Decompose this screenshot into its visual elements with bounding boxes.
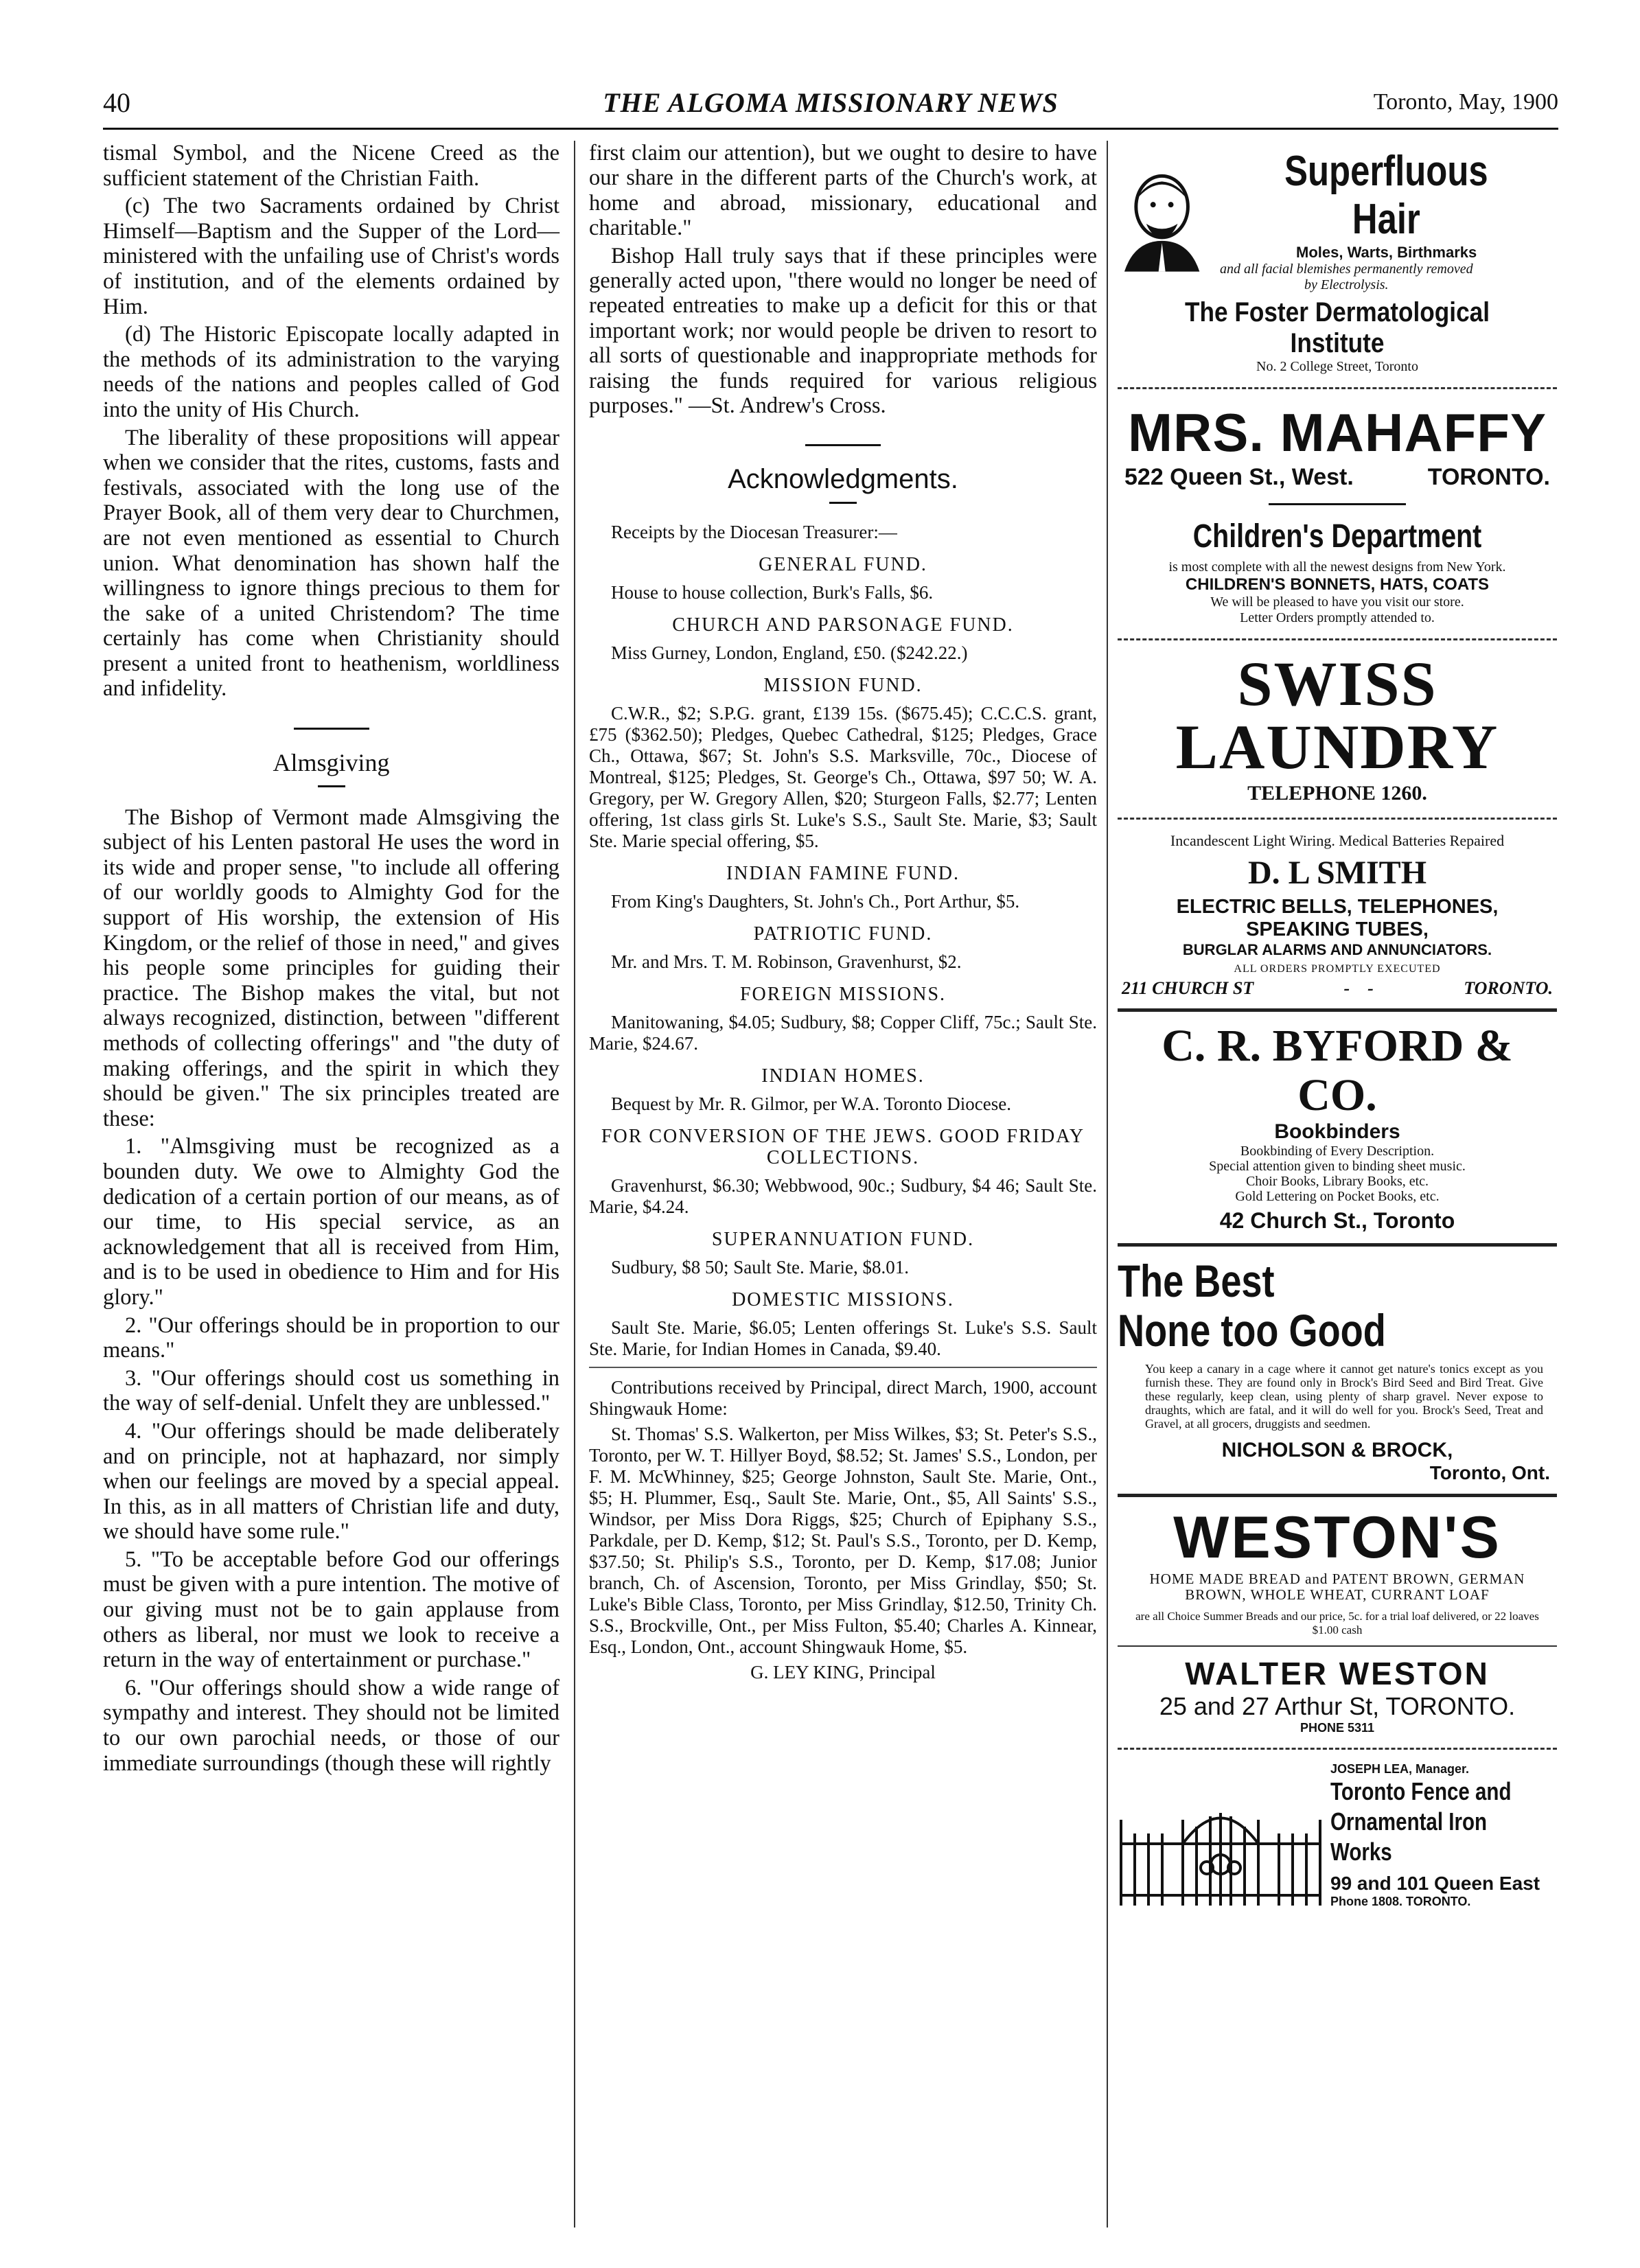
ad-text: Incandescent Light Wiring. Medical Batteries Repaired xyxy=(1170,832,1505,849)
iron-gate-icon xyxy=(1118,1779,1324,1909)
section-divider xyxy=(805,444,881,446)
list-item: 5. "To be acceptable before God our offerings must be given with a pure intention. The motive of our giving must not be to gain applause from others as liberal, nor must we look to receive a return in the way of entertainment or purchase." xyxy=(103,1547,559,1673)
ad-title: MRS. MAHAFFY xyxy=(1128,402,1547,463)
article-column-2 xyxy=(589,141,1097,1683)
ad-title: WESTON'S xyxy=(1173,1505,1501,1571)
ad-text: Letter Orders promptly attended to. xyxy=(1240,610,1435,625)
ad-phone: Phone 1808. TORONTO. xyxy=(1330,1895,1471,1908)
section-divider xyxy=(318,785,345,787)
receipt-entry: Sudbury, $8 50; Sault Ste. Marie, $8.01. xyxy=(611,1256,909,1277)
ad-address: No. 2 College Street, Toronto xyxy=(1256,359,1418,374)
ad-subtitle: Children's Department xyxy=(1192,518,1482,555)
receipt-entry: St. Thomas' S.S. Walkerton, per Miss Wilkes, $3; St. Peter's S.S., Toronto, per W. T. Hillyer Boyd, $8.52; St. James' S.S., London, per F. M. McWhinney, $25; George Johnston, Sault Ste. Marie, Ont., $5; H. Plummer, Esq., Sault Ste. Marie, Ont., $5, All Saints' S.S., Windsor, per Miss Dora Riggs, $25; Church of Epiphany S.S., Parkdale, per D. Kemp, $12; St. Paul's S.S., Toronto, per D. Kemp, $37.50; St. Philip's S.S., Toronto, per D. Kemp, $17.08; Junior branch, Ch. of Ascension, Toronto, per Miss Grindlay, $50; St. Luke's Bible Class, Toronto, per Miss Grindlay, $12.50, Trinity Ch. S.S., Brockville, Ont., per Miss Fulton, $5.40; Charles A. Kinnear, Esq., London, Ont., account Shingwauk Home, $5. xyxy=(589,1423,1097,1657)
fund-heading: FOREIGN MISSIONS. xyxy=(739,983,947,1005)
column-divider xyxy=(574,141,575,2228)
ad-company: NICHOLSON & BROCK, xyxy=(1221,1439,1453,1461)
ad-text: You keep a canary in a cage where it cannot get nature's tonics except as you furnish these. They are found only in Brock's Bird Seed and Bird Treat. Give these regularly, keep clean, using plenty of sharp gravel. Never expose to draughts, which are fatal, and it will do well for you. Brock's Seed, Treat and Gravel, at all grocers, druggists and seedmen. xyxy=(1145,1362,1543,1431)
ad-text: ELECTRIC BELLS, TELEPHONES, xyxy=(1176,896,1499,918)
section-divider xyxy=(294,728,369,730)
list-item: 1. "Almsgiving must be recognized as a bounden duty. We owe to Almighty God the dedication of a certain portion of our means, as of our time, to His special service, as an acknowledgement that all is received from Him, and is to be used in obedience to Him and for His glory." xyxy=(103,1134,559,1310)
ad-text: Gold Lettering on Pocket Books, etc. xyxy=(1235,1189,1440,1204)
ad-text: Choir Books, Library Books, etc. xyxy=(1245,1174,1429,1189)
paragraph: The liberality of these propositions will appear when we consider that the rites, customs, fasts and festivals, associated with the long use of the Prayer Book, all of them very dear to Churchmen, are not even mentioned as essential to Church union. What denomination has shown half the willingness to ignore things precious to them for the sake of a united Christendom? The time certainly has come when Christianity should present a united front to heathenism, worldliness and infidelity. xyxy=(103,425,559,702)
receipt-entry: Manitowaning, $4.05; Sudbury, $8; Copper Cliff, 75c.; Sault Ste. Marie, $24.67. xyxy=(589,1011,1097,1054)
ad-text: Moles, Warts, Birthmarks xyxy=(1296,244,1477,261)
ad-address: 99 and 101 Queen East xyxy=(1330,1873,1540,1894)
ad-divider xyxy=(1118,1645,1557,1647)
ad-title: C. R. BYFORD & CO. xyxy=(1162,1021,1513,1120)
ad-title: SWISS xyxy=(1237,649,1437,719)
publication-title: THE ALGOMA MISSIONARY NEWS xyxy=(603,87,1059,118)
receipt-entry: Sault Ste. Marie, $6.05; Lenten offerings St. Luke's S.S. Sault Ste. Marie, for Indian Homes in Canada, $9.40. xyxy=(589,1317,1097,1359)
ad-mrs-mahaffy xyxy=(1118,402,1557,626)
fund-heading: INDIAN FAMINE FUND. xyxy=(726,862,960,884)
ad-divider xyxy=(1118,1494,1557,1497)
list-item: 3. "Our offerings should cost us something in the way of self-denial. Unfelt they are unblessed." xyxy=(103,1365,559,1416)
ad-title: LAUNDRY xyxy=(1175,712,1499,782)
paragraph: Receipts by the Diocesan Treasurer:— xyxy=(611,521,897,542)
ad-text: ALL ORDERS PROMPTLY EXECUTED xyxy=(1234,963,1441,975)
ad-text: and all facial blemishes permanently removed by Electrolysis. xyxy=(1219,262,1473,292)
fund-heading: MISSION FUND. xyxy=(763,674,923,696)
page-header xyxy=(103,86,1558,130)
receipt-entry: House to house collection, Burk's Falls, $6. xyxy=(611,581,934,603)
ad-divider xyxy=(1118,1008,1557,1012)
receipt-entry: Miss Gurney, London, England, £50. ($242.22.) xyxy=(611,642,968,663)
receipt-entry: From King's Daughters, St. John's Ch., Port Arthur, $5. xyxy=(611,890,1020,912)
paragraph: Contributions received by Principal, direct March, 1900, account Shingwauk Home: xyxy=(589,1376,1097,1419)
fund-heading: GENERAL FUND. xyxy=(759,553,927,575)
ad-brock-bird-seed xyxy=(1118,1256,1557,1484)
receipt-entry: Bequest by Mr. R. Gilmor, per W.A. Toronto Diocese. xyxy=(611,1093,1011,1114)
paragraph: (c) The two Sacraments ordained by Christ Himself—Baptism and the Supper of the Lord—ministered with the unfailing use of Christ's words of institution, and of the elements ordained by Him. xyxy=(103,194,559,319)
ad-text: Bookbinding of Every Description. xyxy=(1240,1144,1435,1159)
ad-title: Ornamental Iron Works xyxy=(1330,1807,1488,1866)
paragraph: first claim our attention), but we ought to desire to have our share in the different parts of the Church's work, at home and abroad, missionary, educational and charitable." xyxy=(589,141,1097,241)
ad-phone: PHONE 5311 xyxy=(1300,1721,1375,1735)
ad-swiss-laundry xyxy=(1118,649,1557,805)
article-heading: Acknowledgments. xyxy=(728,464,958,495)
ad-owner: WALTER WESTON xyxy=(1185,1656,1490,1691)
receipt-entry: Gravenhurst, $6.30; Webbwood, 90c.; Sudbury, $4 46; Sault Ste. Marie, $4.24. xyxy=(589,1174,1097,1217)
ad-city: Toronto, Ont. xyxy=(1429,1462,1550,1483)
ad-company: The Foster Dermatological Institute xyxy=(1184,297,1490,358)
receipt-entry: Mr. and Mrs. T. M. Robinson, Gravenhurst, $2. xyxy=(611,951,962,972)
receipt-entry: C.W.R., $2; S.P.G. grant, £139 15s. ($675.45); C.C.C.S. grant, £75 ($362.50); Pledges, Quebec Cathedral, $125; Pledges, Grace Ch., Ottawa, $67; St. John's S.S. Marksville, 70c., Diocese of Montreal, $125; Pledges, St. George's Ch., Ottawa, $97 50; W. A. Gregory, per W. Gregory Allen, $20; Sturgeon Falls, $2.77; Lenten offering, 1st class girls St. Luke's S.S., Sault Ste. Marie, $3; Sault Ste. Marie special offering, $5. xyxy=(589,702,1097,851)
fund-heading: FOR CONVERSION OF THE JEWS. GOOD FRIDAY COLLECTIONS. xyxy=(601,1125,1085,1168)
paragraph: tismal Symbol, and the Nicene Creed as the sufficient statement of the Christian Faith. xyxy=(103,141,559,191)
ad-divider xyxy=(1118,1243,1557,1247)
section-divider xyxy=(829,502,857,504)
fund-heading: CHURCH AND PARSONAGE FUND. xyxy=(672,614,1014,636)
ad-city: TORONTO. xyxy=(1427,464,1550,490)
ad-address: 522 Queen St., West. xyxy=(1124,464,1354,490)
ad-divider xyxy=(1269,503,1406,505)
ad-text: SPEAKING TUBES, xyxy=(1246,918,1429,940)
ad-cr-byford xyxy=(1118,1021,1557,1234)
section-divider xyxy=(589,1367,1097,1370)
ad-address: 25 and 27 Arthur St, TORONTO. xyxy=(1159,1692,1516,1720)
issue-date: Toronto, May, 1900 xyxy=(1373,89,1558,115)
paragraph: Bishop Hall truly says that if these principles were generally acted upon, "there would no longer be need of repeated entreaties to make up a deficit for this or that important work; nor would people be driven to resort to all sorts of questionable and inappropriate methods for raising the funds required for various religious purposes." —St. Andrew's Cross. xyxy=(589,243,1097,419)
ad-title: The Best xyxy=(1118,1256,1275,1306)
ad-divider xyxy=(1118,818,1557,820)
advertisement-column xyxy=(1118,141,1557,1909)
fund-heading: INDIAN HOMES. xyxy=(761,1065,925,1087)
column-divider xyxy=(1107,141,1108,2228)
ad-text: JOSEPH LEA, Manager. xyxy=(1330,1762,1470,1776)
article-heading: Almsgiving xyxy=(273,749,390,777)
ad-title: D. L SMITH xyxy=(1247,855,1427,891)
ad-divider xyxy=(1118,387,1557,389)
ad-address: 211 CHURCH ST xyxy=(1122,978,1254,998)
ad-phone: TELEPHONE 1260. xyxy=(1247,782,1427,805)
ad-superfluous-hair xyxy=(1118,141,1557,375)
fund-heading: DOMESTIC MISSIONS. xyxy=(732,1288,954,1310)
ad-text: We will be pleased to have you visit our store. xyxy=(1210,594,1464,610)
ad-title: None too Good xyxy=(1118,1305,1386,1356)
ad-text: is most complete with all the newest designs from New York. xyxy=(1168,559,1506,575)
ad-text: Special attention given to binding sheet music. xyxy=(1209,1159,1466,1174)
ad-subtitle: Bookbinders xyxy=(1274,1120,1400,1143)
ad-dl-smith: Incandescent Light Wiring. Medical Batteries Repaired D. L SMITH ELECTRIC BELLS, TELEPHONES, SPEAKING TUBES, BURGLAR ALARMS AND ANNUNCIATORS. ALL ORDERS PROMPTLY EXECUTED 211 CHURCH ST - - TORONTO. xyxy=(1118,832,1557,999)
paragraph: The Bishop of Vermont made Almsgiving the subject of his Lenten pastoral He uses the word in its wide and proper sense, "to include all offering of our worldly goods to Almighty God for the support of His worship, the extension of His Kingdom, or the relief of those in need," and gives his people some principles for guiding their practice. The Bishop makes the vital, but not always recognized, distinction, between "different methods of collecting offerings" and "the duty of making offerings, and the spirit in which they should be given." The six principles treated are these: xyxy=(103,805,559,1131)
portrait-icon xyxy=(1118,169,1206,272)
ad-text: CHILDREN'S BONNETS, HATS, COATS xyxy=(1185,575,1490,594)
fund-heading: SUPERANNUATION FUND. xyxy=(711,1228,975,1250)
ad-city: TORONTO. xyxy=(1464,978,1553,998)
list-item: 4. "Our offerings should be made deliberately and on principle, not at haphazard, nor simply when our feelings are moved by a special appeal. In this, as in all matters of Christian life and duty, we should have some rule." xyxy=(103,1418,559,1544)
signature: G. LEY KING, Principal xyxy=(750,1661,936,1682)
ad-title: Superfluous Hair xyxy=(1284,148,1488,243)
list-item: 6. "Our offerings should show a wide range of sympathy and interest. They should not be limited to our own parochial needs, or those of our immediate surroundings (though these will rightly xyxy=(103,1675,559,1776)
ad-divider xyxy=(1118,638,1557,640)
ad-toronto-fence xyxy=(1118,1762,1557,1909)
ad-address: 42 Church St., Toronto xyxy=(1219,1208,1455,1233)
ad-text: BURGLAR ALARMS AND ANNUNCIATORS. xyxy=(1182,941,1492,958)
ad-text: are all Choice Summer Breads and our price, 5c. for a trial loaf delivered, or 22 loaves $1.00 cash xyxy=(1135,1610,1539,1636)
ad-westons xyxy=(1118,1507,1557,1735)
fund-heading: PATRIOTIC FUND. xyxy=(753,923,933,945)
ad-text: HOME MADE BREAD and PATENT BROWN, GERMAN BROWN, WHOLE WHEAT, CURRANT LOAF xyxy=(1149,1571,1525,1603)
ad-divider xyxy=(1118,1748,1557,1750)
article-column-1 xyxy=(103,141,559,1779)
paragraph: (d) The Historic Episcopate locally adapted in the methods of its administration to the varying needs of the nations and peoples called of God into the unity of His Church. xyxy=(103,322,559,422)
list-item: 2. "Our offerings should be in proportion to our means." xyxy=(103,1312,559,1363)
page-number: 40 xyxy=(103,87,130,118)
ad-title: Toronto Fence and xyxy=(1330,1777,1512,1805)
